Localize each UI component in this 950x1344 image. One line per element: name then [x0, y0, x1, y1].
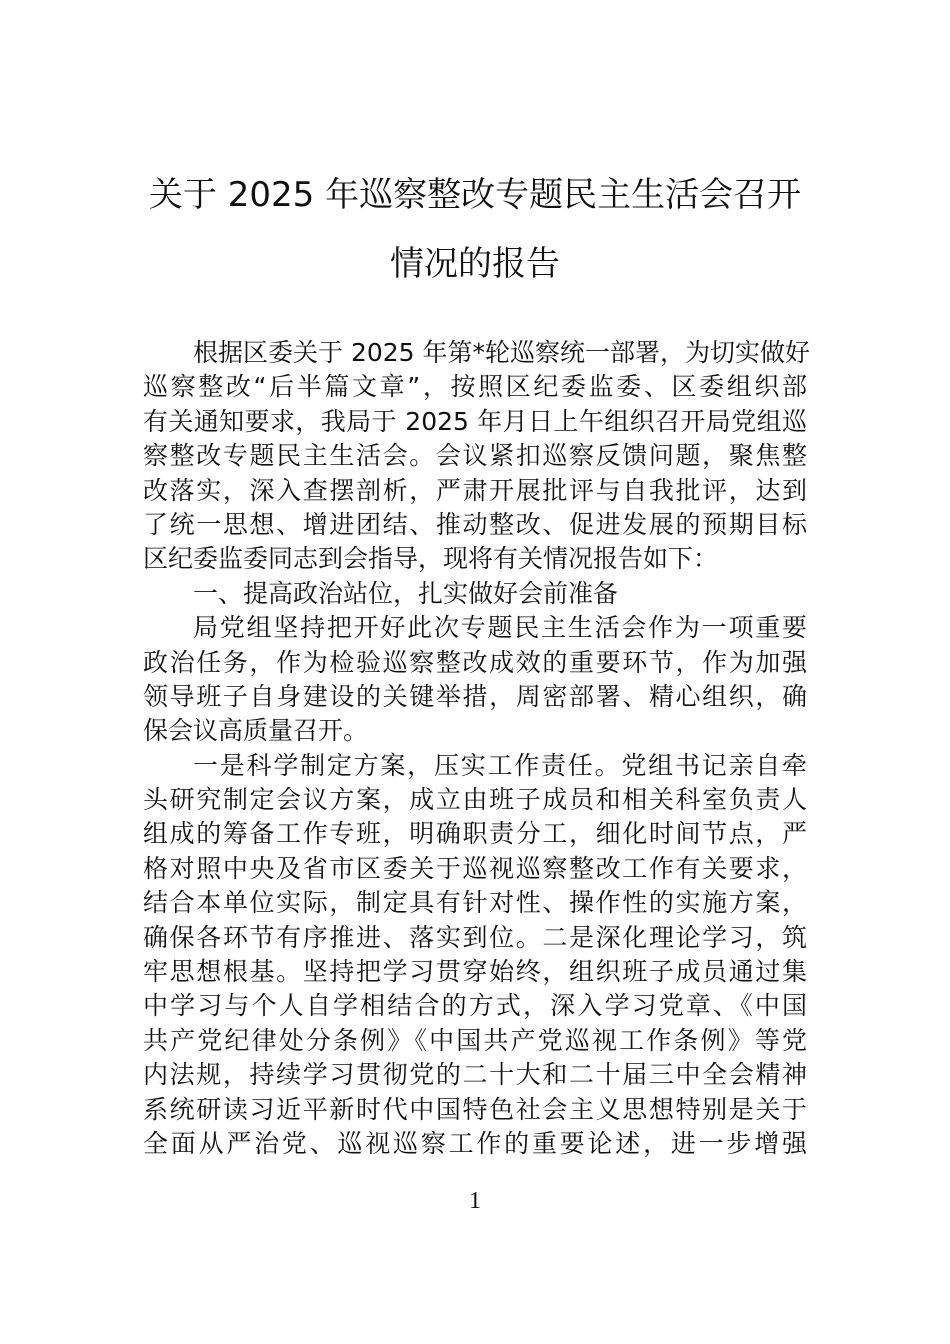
body-line: 牢思想根基。坚持把学习贯穿始终，组织班子成员通过集: [143, 957, 807, 987]
body-line: 领导班子自身建设的关键举措，周密部署、精心组织，确: [143, 681, 807, 711]
body-line: 全面从严治党、巡视巡察工作的重要论述，进一步增强: [143, 1128, 807, 1158]
page-number: 1: [469, 1188, 481, 1214]
section-heading: 一、提高政治站位，扎实做好会前准备: [193, 578, 619, 608]
body-line: 根据区委关于 2025 年第*轮巡察统一部署，为切实做好: [193, 338, 811, 367]
body-line: 头研究制定会议方案，成立由班子成员和相关科室负责人: [143, 785, 807, 815]
body-line: 改落实，深入查摆剖析，严肃开展批评与自我批评，达到: [143, 475, 807, 505]
document-title-line-1: 关于 2025 年巡察整改专题民主生活会召开: [148, 175, 802, 215]
document-title-line-2: 情况的报告: [390, 244, 560, 284]
body-line: 察整改专题民主生活会。会议紧扣巡察反馈问题，聚焦整: [143, 441, 807, 471]
body-line: 了统一思想、增进团结、推动整改、促进发展的预期目标: [143, 509, 807, 539]
body-line: 局党组坚持把开好此次专题民主生活会作为一项重要: [193, 613, 807, 643]
body-line: 组成的筹备工作专班，明确职责分工，细化时间节点，严: [143, 819, 807, 849]
body-line: 政治任务，作为检验巡察整改成效的重要环节，作为加强: [143, 647, 807, 677]
body-line: 中学习与个人自学相结合的方式，深入学习党章、《中国: [143, 991, 807, 1021]
document-body: [143, 336, 811, 1161]
body-line: 保会议高质量召开。: [143, 716, 369, 746]
body-line: 区纪委监委同志到会指导，现将有关情况报告如下：: [143, 544, 719, 574]
body-line: 系统研读习近平新时代中国特色社会主义思想特别是关于: [143, 1094, 807, 1124]
body-line: 共产党纪律处分条例》《中国共产党巡视工作条例》等党: [143, 1025, 807, 1055]
body-line: 格对照中央及省市区委关于巡视巡察整改工作有关要求，: [143, 853, 807, 883]
body-line: 巡察整改“后半篇文章”，按照区纪委监委、区委组织部: [143, 372, 807, 402]
body-line: 有关通知要求，我局于 2025 年月日上午组织召开局党组巡: [143, 406, 807, 436]
body-line: 一是科学制定方案，压实工作责任。党组书记亲自牵: [193, 750, 807, 780]
body-line: 内法规，持续学习贯彻党的二十大和二十届三中全会精神: [143, 1060, 807, 1090]
body-line: 结合本单位实际，制定具有针对性、操作性的实施方案，: [143, 888, 807, 918]
body-line: 确保各环节有序推进、落实到位。二是深化理论学习，筑: [143, 922, 807, 952]
